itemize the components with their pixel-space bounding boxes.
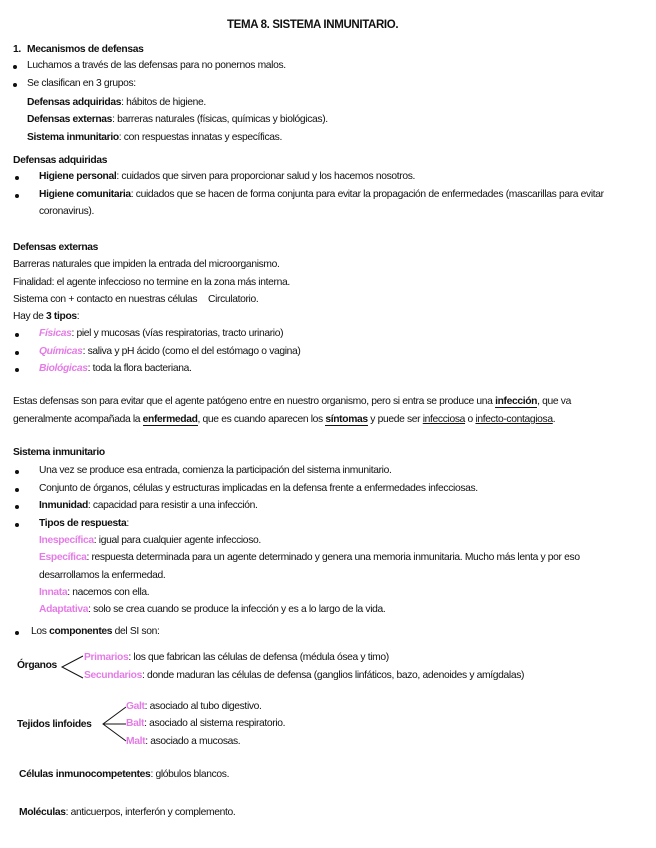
bullet-dot: [15, 333, 19, 337]
brace-connector: [101, 704, 127, 744]
paragraph-line2: generalmente acompañada la enfermedad, que es cuando aparecen los síntomas y puede ser infecciosa o infecto-contagiosa.: [13, 414, 556, 425]
sistema-heading: Sistema inmunitario: [13, 447, 105, 458]
sistema-bullet: Una vez se produce esa entrada, comienza la participación del sistema inmunitario.: [39, 465, 392, 476]
respuesta-continuation: desarrollamos la enfermedad.: [39, 570, 166, 581]
respuesta-item: Inespecífica: igual para cualquier agente infeccioso.: [39, 535, 261, 546]
externas-line3b: Circulatorio.: [208, 294, 259, 305]
section1-bullet1: Luchamos a través de las defensas para no ponernos malos.: [27, 60, 286, 71]
section-heading: Mecanismos de defensas: [27, 44, 144, 55]
externas-tipos: Hay de 3 tipos:: [13, 311, 80, 322]
paragraph-line1: Estas defensas son para evitar que el agente patógeno entre en nuestro organismo, pero si entra se produce una infección, que va: [13, 396, 571, 407]
sistema-bullet: Conjunto de órganos, células y estructuras implicadas en la defensa frente a enfermedades infecciosas.: [39, 483, 478, 494]
group-item: Defensas adquiridas: hábitos de higiene.: [27, 97, 206, 108]
bullet-dot: [15, 470, 19, 474]
tejido-item: Balt: asociado al sistema respiratorio.: [126, 718, 286, 729]
section-number: 1.: [13, 44, 21, 55]
tejidos-label: Tejidos linfoides: [17, 719, 92, 730]
bullet-dot: [15, 505, 19, 509]
bullet-dot: [15, 176, 19, 180]
section1-bullet2: Se clasifican en 3 grupos:: [27, 78, 136, 89]
externas-line1: Barreras naturales que impiden la entrada del microorganismo.: [13, 259, 280, 270]
bullet-dot: [15, 351, 19, 355]
tipo-item: Biológicas: toda la flora bacteriana.: [39, 363, 192, 374]
moleculas-line: Moléculas: anticuerpos, interferón y complemento.: [19, 807, 236, 818]
bullet-dot: [13, 83, 17, 87]
celulas-line: Células inmunocompetentes: glóbulos blancos.: [19, 769, 230, 780]
organos-label: Órganos: [17, 660, 57, 671]
tejido-item: Malt: asociado a mucosas.: [126, 736, 241, 747]
adquiridas-continuation: coronavirus).: [39, 206, 94, 217]
tejido-item: Galt: asociado al tubo digestivo.: [126, 701, 262, 712]
adquiridas-item: Higiene comunitaria: cuidados que se hacen de forma conjunta para evitar la propagación de enfermedades (mascarillas para evitar: [39, 189, 604, 200]
group-item: Sistema inmunitario: con respuestas innatas y específicas.: [27, 132, 282, 143]
bullet-dot: [15, 523, 19, 527]
sistema-bullet: Tipos de respuesta:: [39, 518, 129, 529]
bullet-dot: [15, 488, 19, 492]
respuesta-item: Adaptativa: solo se crea cuando se produce la infección y es a lo largo de la vida.: [39, 604, 386, 615]
bullet-dot: [15, 631, 19, 635]
organo-item: Primarios: los que fabrican las células de defensa (médula ósea y timo): [84, 652, 389, 663]
externas-line2: Finalidad: el agente infeccioso no termine en la zona más interna.: [13, 277, 290, 288]
bullet-dot: [13, 65, 17, 69]
respuesta-item: Específica: respuesta determinada para un agente determinado y genera una memoria inmunitaria. Mucho más lenta y por eso: [39, 552, 580, 563]
bullet-dot: [15, 368, 19, 372]
bullet-dot: [15, 194, 19, 198]
adquiridas-heading: Defensas adquiridas: [13, 155, 108, 166]
externas-heading: Defensas externas: [13, 242, 99, 253]
componentes-line: Los componentes del SI son:: [31, 626, 160, 637]
page-title: TEMA 8. SISTEMA INMUNITARIO.: [227, 19, 399, 31]
adquiridas-item: Higiene personal: cuidados que sirven para proporcionar salud y los hacemos nosotros.: [39, 171, 416, 182]
group-item: Defensas externas: barreras naturales (físicas, químicas y biológicas).: [27, 114, 328, 125]
brace-connector: [60, 654, 84, 680]
externas-line3a: Sistema con + contacto en nuestras células: [13, 294, 198, 305]
respuesta-item: Innata: nacemos con ella.: [39, 587, 150, 598]
sistema-bullet: Inmunidad: capacidad para resistir a una infección.: [39, 500, 258, 511]
tipo-item: Químicas: saliva y pH ácido (como el del estómago o vagina): [39, 346, 301, 357]
tipo-item: Físicas: piel y mucosas (vías respiratorias, tracto urinario): [39, 328, 284, 339]
organo-item: Secundarios: donde maduran las células de defensa (ganglios linfáticos, bazo, adenoides y amígdalas): [84, 670, 525, 681]
